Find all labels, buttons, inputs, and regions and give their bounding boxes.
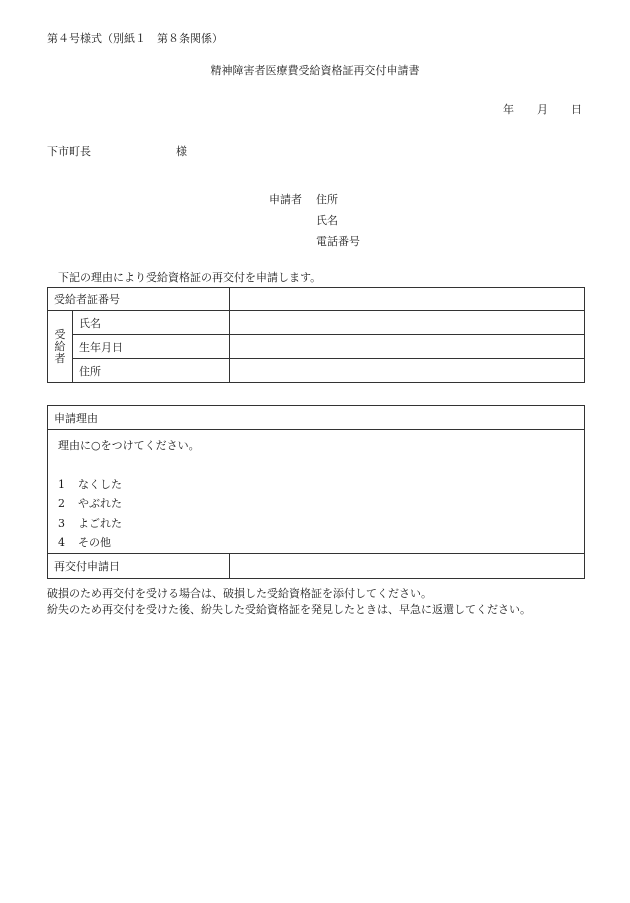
reissue-date-label: 再交付申請日 bbox=[48, 553, 230, 578]
applicant-phone-label: 電話番号 bbox=[316, 235, 360, 248]
note-damage: 破損のため再交付を受ける場合は、破損した受給資格証を添付してください。 bbox=[47, 587, 432, 600]
recipient-char-1: 受 bbox=[54, 327, 66, 341]
recipient-address-label: 住所 bbox=[73, 359, 230, 383]
addressee-honorific: 様 bbox=[176, 145, 187, 158]
reason-option-4[interactable]: 4 その他 bbox=[58, 536, 111, 549]
addressee-name: 下市町長 bbox=[47, 145, 91, 158]
applicant-address-label: 住所 bbox=[316, 193, 338, 206]
reason-option-1[interactable]: 1 なくした bbox=[58, 477, 122, 491]
reason-option-2[interactable]: 2 やぶれた bbox=[58, 497, 122, 510]
recipient-dob-label: 生年月日 bbox=[73, 335, 230, 359]
recipient-dob-field[interactable] bbox=[230, 335, 585, 359]
date-day: 日 bbox=[571, 103, 582, 116]
recipient-name-label: 氏名 bbox=[73, 311, 230, 335]
reason-table bbox=[47, 405, 585, 579]
date-month: 月 bbox=[537, 103, 548, 116]
recipient-name-field[interactable] bbox=[230, 311, 585, 335]
note-loss: 紛失のため再交付を受けた後、紛失した受給資格証を発見したときは、早急に返還してください。 bbox=[47, 603, 531, 616]
reason-instruction: 理由に○をつけてください。 bbox=[58, 439, 200, 452]
reason-option-3[interactable]: 3 よごれた bbox=[58, 516, 122, 530]
recipient-vertical-label bbox=[48, 311, 73, 383]
applicant-name-label: 氏名 bbox=[316, 214, 338, 227]
recipient-table bbox=[47, 287, 585, 383]
cert-number-field[interactable] bbox=[230, 288, 585, 311]
reissue-date-field[interactable] bbox=[230, 553, 585, 578]
reason-header: 申請理由 bbox=[48, 406, 585, 430]
form-title: 精神障害者医療費受給資格証再交付申請書 bbox=[210, 64, 420, 77]
recipient-address-field[interactable] bbox=[230, 359, 585, 383]
recipient-char-3: 者 bbox=[54, 351, 66, 365]
cert-number-label: 受給者証番号 bbox=[48, 288, 230, 311]
recipient-char-2: 給 bbox=[54, 339, 66, 353]
date-year: 年 bbox=[503, 103, 514, 116]
intro-text: 下記の理由により受給資格証の再交付を申請します。 bbox=[58, 271, 322, 284]
form-number: 第４号様式（別紙１ 第８条関係） bbox=[47, 32, 223, 45]
reason-options-cell bbox=[48, 430, 585, 554]
applicant-label: 申請者 bbox=[269, 193, 302, 206]
